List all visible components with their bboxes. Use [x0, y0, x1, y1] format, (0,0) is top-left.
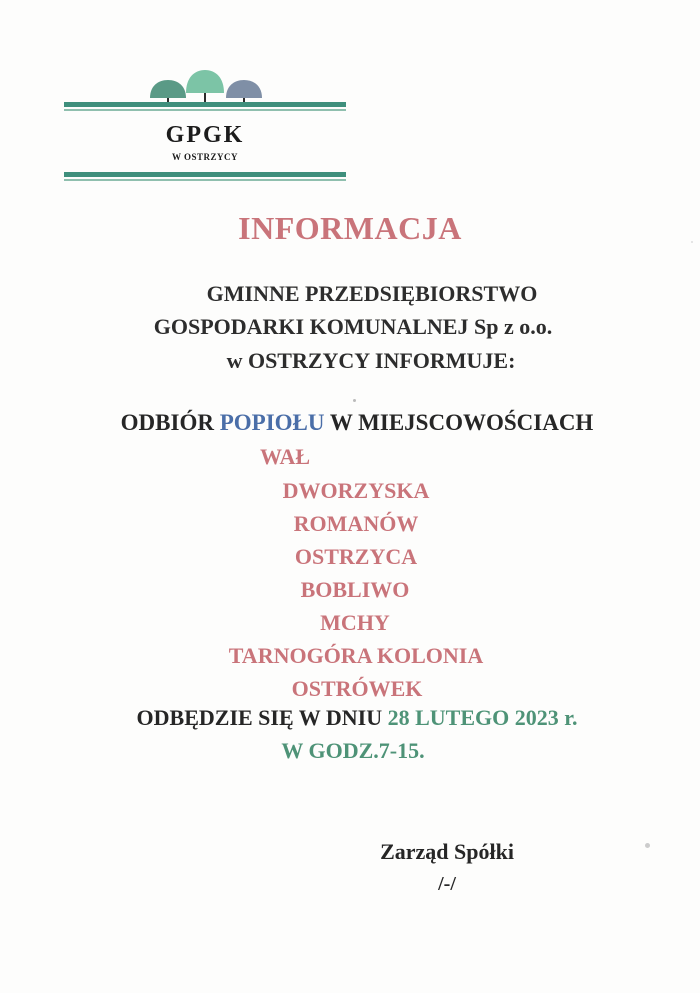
place-item: MCHY: [320, 610, 390, 635]
logo-wordmark: GPGK: [165, 122, 245, 148]
logo-graphic: [64, 68, 346, 186]
place-item: OSTRÓWEK: [291, 676, 423, 701]
signature-title: Zarząd Spółki: [380, 839, 514, 864]
logo-top-bar: [64, 102, 346, 107]
collection-suffix: W MIEJSCOWOŚCIACH: [324, 410, 594, 435]
place-item: ROMANÓW: [293, 511, 419, 536]
document-title: INFORMACJA: [238, 210, 462, 246]
place-item: TARNOGÓRA KOLONIA: [228, 643, 484, 668]
collection-prefix: ODBIÓR: [120, 410, 220, 435]
scan-speck: [645, 843, 650, 848]
place-item: WAŁ: [259, 444, 311, 469]
logo-bottom-bar: [64, 172, 346, 177]
scan-speck: [353, 399, 356, 402]
date-statement: [7, 707, 700, 729]
hours-text: W GODZ.7-15.: [281, 738, 425, 763]
collection-statement: [7, 411, 700, 434]
collection-highlight: POPIOŁU: [219, 410, 325, 435]
logo-subtitle: W OSTRZYCY: [171, 152, 239, 162]
date-value: 28 LUTEGO 2023 r.: [387, 705, 578, 730]
header-line-1: GMINNE PRZEDSIĘBIORSTWO: [206, 281, 538, 306]
header-line-2: GOSPODARKI KOMUNALNEJ Sp z o.o.: [153, 314, 553, 339]
place-item: DWORZYSKA: [282, 478, 430, 503]
place-item: BOBLIWO: [300, 577, 410, 602]
scan-speck: [691, 241, 693, 243]
company-logo: [64, 68, 346, 186]
date-prefix: ODBĘDZIE SIĘ W DNIU: [136, 705, 388, 730]
place-item: OSTRZYCA: [294, 544, 418, 569]
header-line-3: w OSTRZYCY INFORMUJE:: [226, 348, 516, 373]
tree-middle-icon: [186, 70, 224, 103]
tree-right-icon: [226, 80, 262, 105]
signature-mark: /-/: [438, 873, 456, 895]
tree-left-icon: [150, 80, 186, 105]
